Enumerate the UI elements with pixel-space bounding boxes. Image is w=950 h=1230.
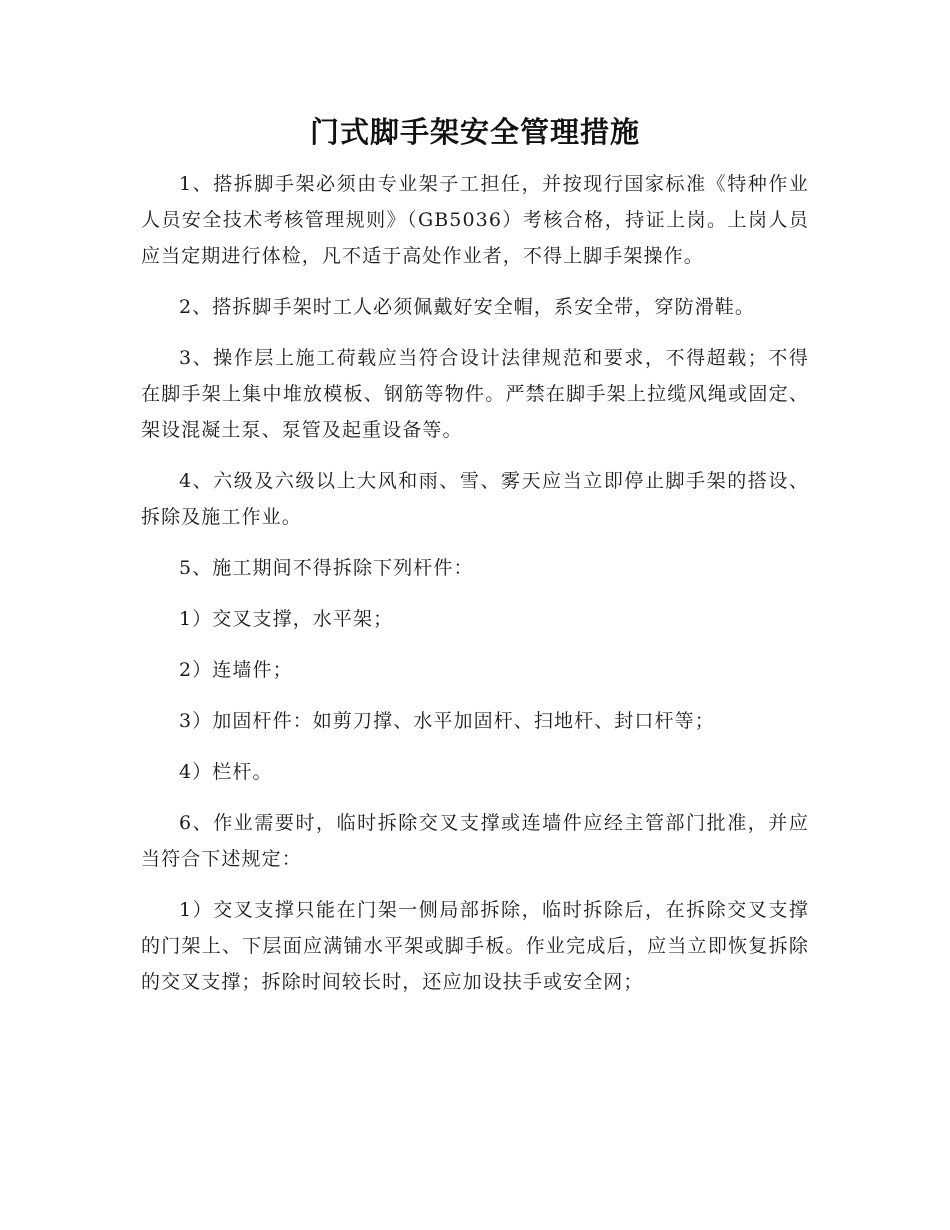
list-item-6-1: 1）交叉支撑只能在门架一侧局部拆除，临时拆除后，在拆除交叉支撑的门架上、下层面应满铺水平架或脚手板。作业完成后，应当立即恢复拆除的交叉支撑；拆除时间较长时，还应加设扶手或安全网； [141, 899, 809, 993]
paragraph-6: 6、作业需要时，临时拆除交叉支撑或连墙件应经主管部门批准，并应当符合下述规定： [141, 812, 809, 870]
paragraph-2: 2、搭拆脚手架时工人必须佩戴好安全帽，系安全带，穿防滑鞋。 [179, 296, 755, 318]
list-item-5-2: 2）连墙件； [179, 659, 293, 681]
paragraph-1: 1、搭拆脚手架必须由专业架子工担任，并按现行国家标准《特种作业人员安全技术考核管理规则》（GB5036）考核合格，持证上岗。上岗人员应当定期进行体检，凡不适于高处作业者，不得上脚手架操作。 [141, 173, 809, 267]
list-item-5-1: 1）交叉支撑，水平架； [179, 608, 394, 630]
document-body [141, 166, 809, 1015]
paragraph-4: 4、六级及六级以上大风和雨、雪、雾天应当立即停止脚手架的搭设、拆除及施工作业。 [141, 470, 809, 528]
paragraph-5: 5、施工期间不得拆除下列杆件： [179, 557, 474, 579]
list-item-5-4: 4）栏杆。 [179, 761, 273, 783]
paragraph-3: 3、操作层上施工荷载应当符合设计法律规范和要求，不得超载；不得在脚手架上集中堆放模板、钢筋等物件。严禁在脚手架上拉缆风绳或固定、架设混凝土泵、泵管及起重设备等。 [141, 347, 809, 441]
document-title: 门式脚手架安全管理措施 [309, 115, 640, 149]
list-item-5-3: 3）加固杆件：如剪刀撑、水平加固杆、扫地杆、封口杆等； [179, 710, 715, 732]
